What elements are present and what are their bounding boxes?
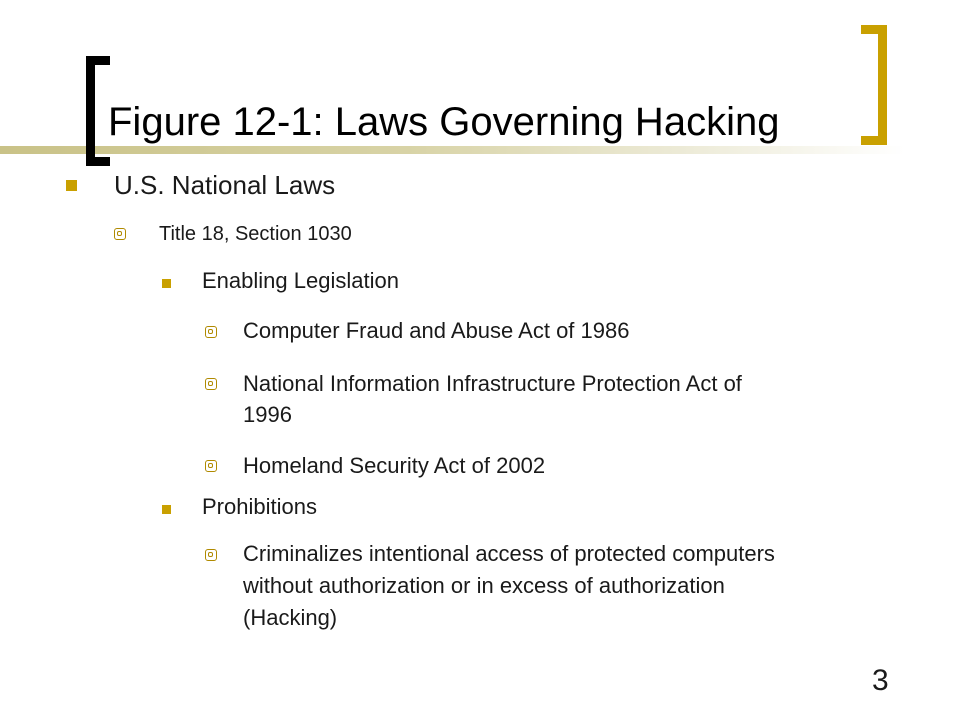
bullet-us-national-laws: U.S. National Laws	[114, 170, 336, 200]
bullet-homeland-security-2002: Homeland Security Act of 2002	[243, 453, 546, 478]
right-bracket-decoration	[861, 25, 887, 145]
bullet-criminalizes-line3: (Hacking)	[243, 605, 338, 630]
bullet-prohibitions: Prohibitions	[202, 494, 317, 519]
bullet-niipa-1996-line2: 1996	[243, 402, 292, 427]
slide-title: Figure 12-1: Laws Governing Hacking	[108, 100, 780, 144]
hollow-square-bullet-icon	[114, 228, 126, 240]
bullet-criminalizes-line1: Criminalizes intentional access of protected computers	[243, 541, 775, 566]
left-bracket-decoration	[86, 56, 110, 166]
square-bullet-icon	[66, 180, 77, 191]
bullet-cfaa-1986: Computer Fraud and Abuse Act of 1986	[243, 318, 630, 343]
bullet-niipa-1996-line1: National Information Infrastructure Protection Act of	[243, 371, 742, 396]
title-underline-rule	[0, 146, 905, 154]
bullet-title-18: Title 18, Section 1030	[159, 223, 352, 245]
bullet-criminalizes-line2: without authorization or in excess of authorization	[243, 573, 725, 598]
square-bullet-icon	[162, 279, 171, 288]
bullet-enabling-legislation: Enabling Legislation	[202, 268, 399, 293]
hollow-square-bullet-icon	[205, 549, 217, 561]
square-bullet-icon	[162, 505, 171, 514]
hollow-square-bullet-icon	[205, 378, 217, 390]
hollow-square-bullet-icon	[205, 460, 217, 472]
page-number: 3	[872, 664, 889, 697]
hollow-square-bullet-icon	[205, 326, 217, 338]
